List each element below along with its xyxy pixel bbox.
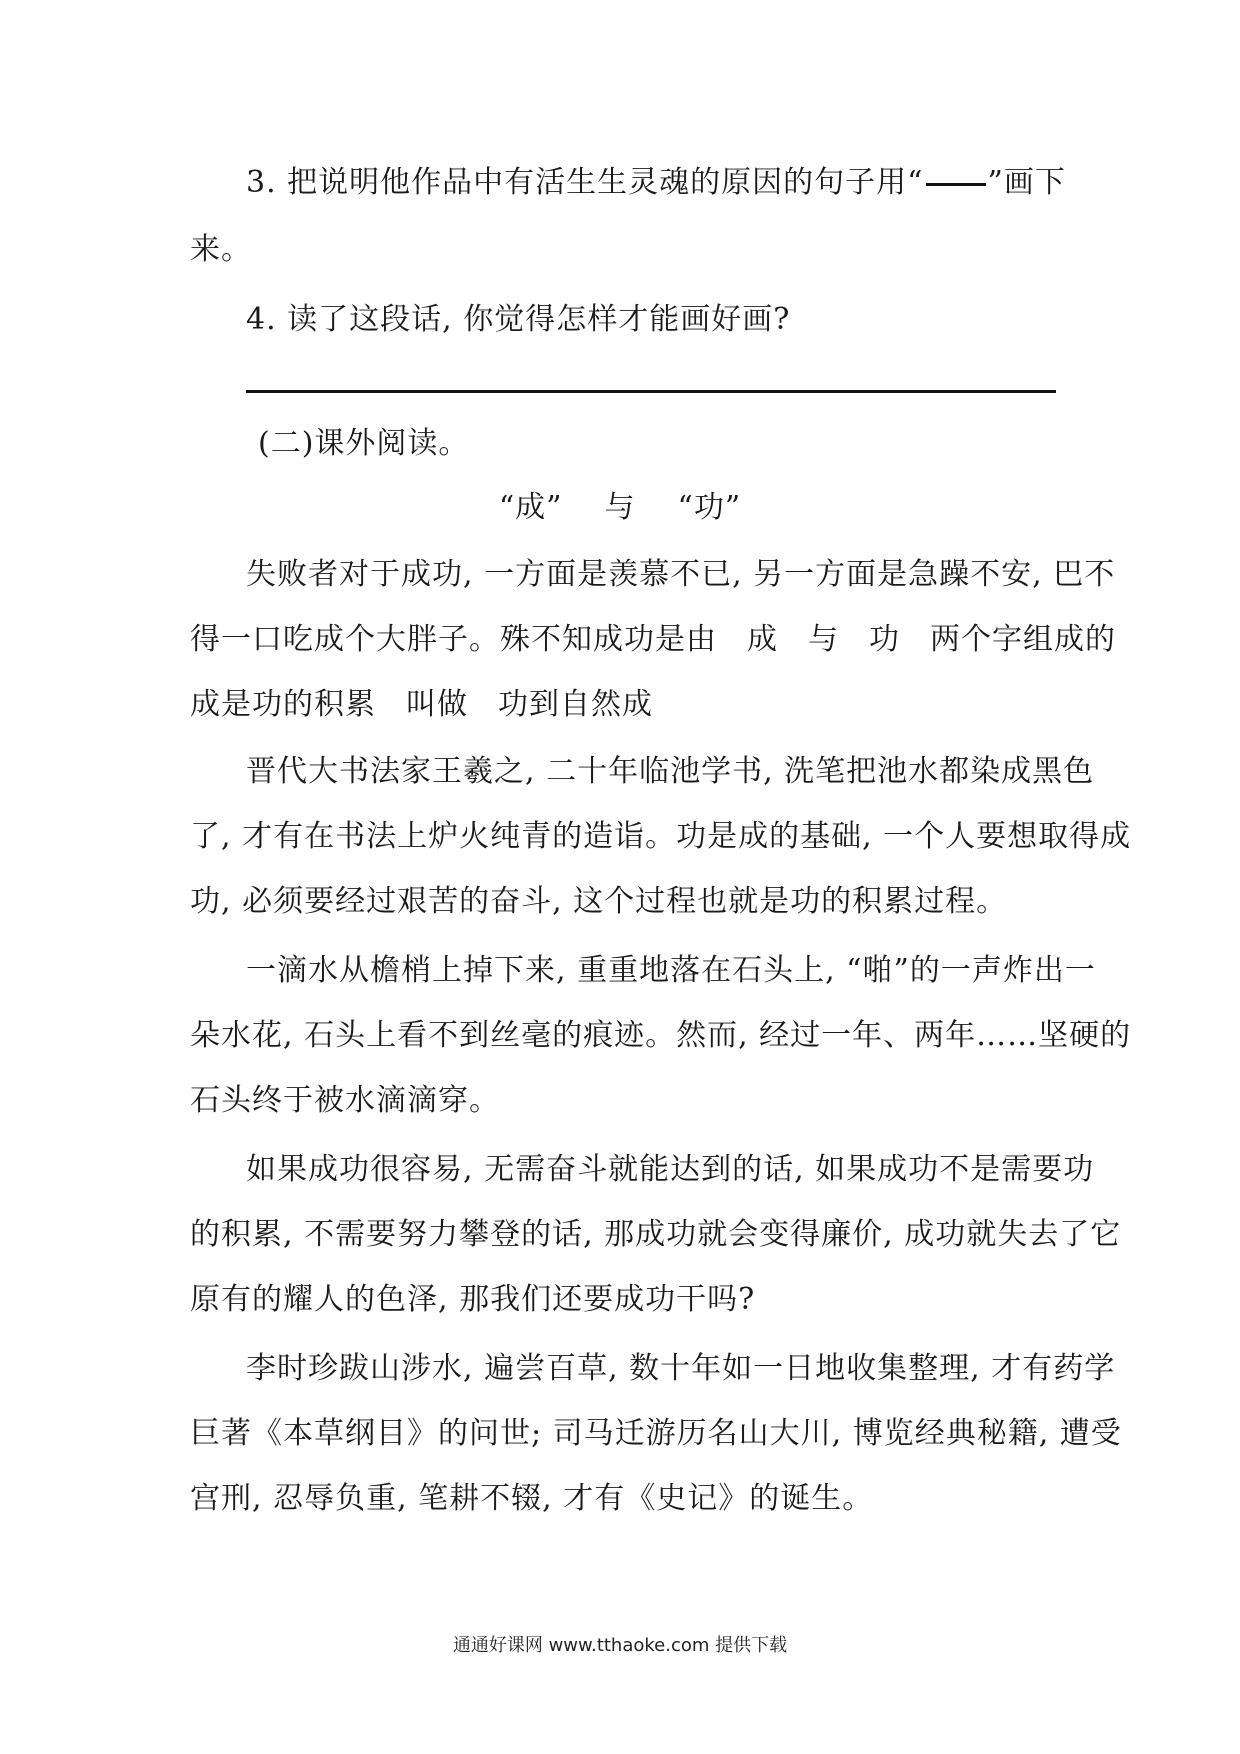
paragraph-5-line-2: 巨著《本草纲目》的问世; 司马迁游历名山大川, 博览经典秘籍, 遭受 (190, 1416, 1122, 1451)
paragraph-5-line-3: 宫刑, 忍辱负重, 笔耕不辍, 才有《史记》的诞生。 (190, 1481, 874, 1516)
paragraph-4-line-2: 的积累, 不需要努力攀登的话, 那成功就会变得廉价, 成功就失去了它 (190, 1217, 1122, 1252)
article-title-part2: 与 (604, 490, 636, 525)
paragraph-4-line-1: 如果成功很容易, 无需奋斗就能达到的话, 如果成功不是需要功 (246, 1152, 1095, 1187)
paragraph-1-line-3-c: 功到自然成 (498, 687, 653, 722)
paragraph-1-line-2-d: 功 (869, 622, 900, 657)
paragraph-1-line-2 (190, 620, 1116, 660)
article-title-part1: “成” (498, 490, 563, 525)
paragraph-1-line-2-c: 与 (808, 622, 839, 657)
answer-line[interactable] (246, 390, 1056, 393)
question-3-continuation: 来。 (190, 232, 252, 267)
paragraph-4-line-3: 原有的耀人的色泽, 那我们还要成功干吗? (190, 1282, 756, 1317)
article-title-part3: “功” (677, 490, 742, 525)
paragraph-1-line-1: 失败者对于成功, 一方面是羡慕不已, 另一方面是急躁不安, 巴不 (246, 557, 1116, 592)
paragraph-1-line-2-e: 两个字组成的 (930, 622, 1116, 657)
paragraph-2-line-2: 了, 才有在书法上炉火纯青的造诣。功是成的基础, 一个人要想取得成 (190, 819, 1132, 854)
article-title (0, 488, 1240, 528)
underline-blank-sample (926, 183, 986, 186)
paragraph-3-line-1: 一滴水从檐梢上掉下来, 重重地落在石头上, “啪”的一声炸出一 (246, 953, 1096, 988)
paragraph-5-line-1: 李时珍跋山涉水, 遍尝百草, 数十年如一日地收集整理, 才有药学 (246, 1351, 1116, 1386)
paragraph-2-line-1: 晋代大书法家王羲之, 二十年临池学书, 洗笔把池水都染成黑色 (246, 754, 1095, 789)
question-3-text-start: 3. 把说明他作品中有活生生灵魂的原因的句子用“ (246, 165, 924, 200)
section-heading: (二)课外阅读。 (258, 426, 470, 461)
paragraph-1-line-3-b: 叫做 (406, 687, 468, 722)
paragraph-1-line-2-a: 得一口吃成个大胖子。殊不知成功是由 (190, 622, 717, 657)
footer-watermark: 通通好课网 www.tthaoke.com 提供下载 (452, 1635, 788, 1656)
question-3 (246, 163, 1066, 203)
paragraph-1-line-2-b: 成 (747, 622, 778, 657)
question-3-text-end: ”画下 (987, 165, 1066, 200)
paragraph-1-line-3 (190, 685, 653, 725)
paragraph-3-line-2: 朵水花, 石头上看不到丝毫的痕迹。然而, 经过一年、两年……坚硬的 (190, 1018, 1132, 1053)
paragraph-2-line-3: 功, 必须要经过艰苦的奋斗, 这个过程也就是功的积累过程。 (190, 884, 1008, 919)
paragraph-3-line-3: 石头终于被水滴滴穿。 (190, 1083, 500, 1118)
paragraph-1-line-3-a: 成是功的积累 (190, 687, 376, 722)
question-4: 4. 读了这段话, 你觉得怎样才能画好画? (246, 302, 791, 337)
